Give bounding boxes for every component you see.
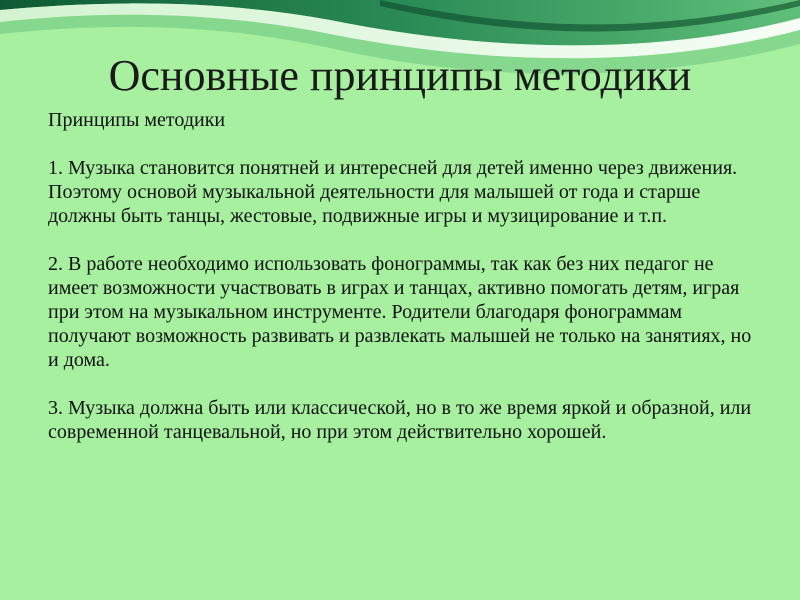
slide-title: Основные принципы методики: [108, 51, 692, 100]
principle-paragraph-1: 1. Музыка становится понятней и интересней для детей именно через движения. Поэтому основой музыкальной деятельности для малышей от года и старше должны быть танцы, жестовые, подвижные игры и музицирование и т.п.: [48, 157, 738, 227]
slide-content: [48, 108, 764, 468]
principle-paragraph-3: 3. Музыка должна быть или классической, но в то же время яркой и образной, или современной танцевальной, но при этом действительно хорошей.: [48, 397, 752, 443]
slide-subtitle: Принципы методики: [48, 109, 226, 131]
principle-paragraph-2: 2. В работе необходимо использовать фонограммы, так как без них педагог не имеет возможности участвовать в играх и танцах, активно помогать детям, играя при этом на музыкальном инструменте. Родители благодаря фонограммам получают возможность развивать и развлекать малышей не только на занятиях, но и дома.: [48, 253, 752, 371]
